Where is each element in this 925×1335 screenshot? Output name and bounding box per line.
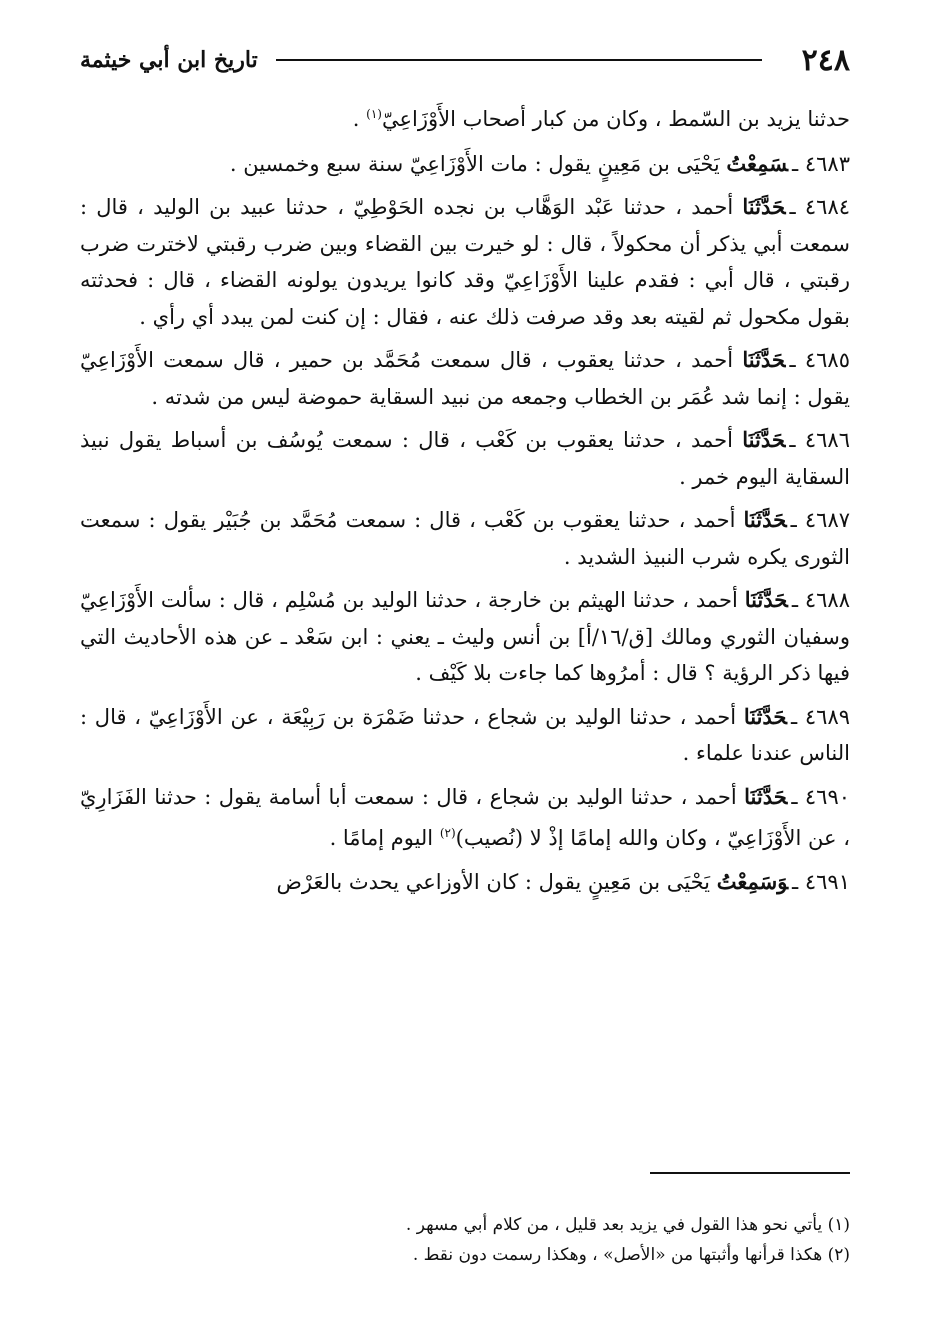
hadith-number: ٤٦٨٩ ـ — [791, 704, 851, 729]
transmission-verb: وَسَمِعْتُ — [716, 868, 789, 894]
transmission-verb: حَدَّثَنَا — [742, 427, 786, 452]
hadith-paragraph — [80, 422, 850, 495]
transmission-verb: حَدَّثَنَا — [744, 587, 788, 612]
footnote: (١) يأتي نحو هذا القول في يزيد بعد قليل ، من كلام أبي مسهر . — [405, 1215, 850, 1235]
paragraph-tail: اليوم إمامًا . — [329, 826, 440, 850]
book-title: تاريخ ابن أبي خيثمة — [80, 47, 258, 73]
hadith-paragraph — [80, 189, 850, 335]
hadith-paragraph — [80, 146, 850, 183]
transmission-verb: حَدَّثَنَا — [742, 194, 786, 219]
transmission-verb: حَدَّثَنَا — [744, 783, 788, 809]
paragraph-text: أحمد ، حدثنا الوليد بن شجاع ، قال : سمعت أبا أسامة يقول : حدثنا الفَزَارِيّ ، عن الأَوْزَاعِيّ ، وكان والله إمامًا إذْ لا (نُصيب) — [80, 784, 850, 850]
transmission-verb: حَدَّثَنَا — [743, 703, 787, 729]
footnote-rule — [650, 1172, 850, 1174]
paragraph-tail: . — [352, 107, 367, 131]
paragraph-text: أحمد ، حدثنا الهيثم بن خارجة ، حدثنا الوليد بن مُسْلِم ، قال : سألت الأَوْزَاعِيّ وسفيان الثوري ومالك [ق/١٦/أ] بن أنس وليث ـ يعني : ابن سَعْد ـ عن هذه الأحاديث التي فيها ذكر الرؤية ؟ قال : أمرُوها كما جاءت بلا كَيْف . — [80, 588, 850, 685]
footnote-reference: (١) — [366, 107, 382, 121]
transmission-verb: سَمِعْتُ — [726, 150, 789, 176]
page-number: ٢٤٨ — [801, 42, 850, 78]
footnote-reference: (٢) — [439, 826, 456, 840]
hadith-paragraph — [80, 779, 850, 857]
hadith-paragraph — [80, 582, 850, 692]
hadith-paragraph — [80, 864, 850, 901]
paragraph-text: أحمد ، حدثنا عَبْد الوَهَّاب بن نجده الحَوْطِيّ ، حدثنا عبيد بن الوليد ، قال : سمعت أبي يذكر أن محكولاً ، قال : لو خيرت بين القضاء وبين ضرب رقبتي لاخترت ضرب رقبتي ، قال أبي : فقدم علينا الأَوْزَاعِيّ وقد كانوا يريدون يولونه القضاء ، قال : فحدثته بقول مكحول ثم لقيته بعد وقد صرفت ذلك عنه ، فقال : إن كنت لمن يبدد أي رأي . — [80, 195, 850, 329]
paragraph-text: أحمد ، حدثنا الوليد بن شجاع ، حدثنا ضَمْرَة بن رَبِيْعَة ، عن الأَوْزَاعِيّ ، قال : الناس عندنا علماء . — [80, 704, 850, 765]
hadith-number: ٤٦٨٦ ـ — [789, 428, 850, 452]
transmission-verb: حَدَّثَنَا — [742, 347, 786, 372]
hadith-number: ٤٦٨٧ ـ — [790, 508, 851, 532]
paragraph — [80, 96, 850, 138]
paragraph-text: يَحْيَى بن مَعِينٍ يقول : كان الأوزاعي يحدث بالعَرْض — [276, 869, 717, 894]
hadith-number: ٤٦٨٥ ـ — [789, 348, 850, 372]
body-text — [80, 96, 850, 900]
running-header — [80, 30, 850, 90]
hadith-number: ٤٦٩١ ـ — [792, 869, 850, 894]
header-rule — [276, 59, 762, 61]
hadith-number: ٤٦٨٣ ـ — [792, 151, 850, 176]
paragraph-text: أحمد ، حدثنا يعقوب بن كَعْب ، قال : سمعت يُوسُف بن أسباط يقول نبيذ السقاية اليوم خمر . — [80, 428, 850, 489]
paragraph-text: يَحْيَى بن مَعِينٍ يقول : مات الأَوْزَاعِيّ سنة سبع وخمسين . — [229, 151, 727, 176]
paragraph-text: أحمد ، حدثنا يعقوب ، قال سمعت مُحَمَّد بن حمير ، قال سمعت الأَوْزَاعِيّ يقول : إنما شد عُمَر بن الخطاب وجمعه من نبيد السقاية حموضة ليس من شدته . — [80, 348, 850, 409]
hadith-number: ٤٦٨٨ ـ — [791, 588, 850, 612]
paragraph-text: حدثنا يزيد بن السّمط ، وكان من كبار أصحاب الأَوْزَاعِيّ — [381, 107, 850, 131]
footnotes — [80, 1210, 850, 1270]
book-page — [80, 30, 850, 1315]
hadith-paragraph — [80, 502, 850, 575]
paragraph-text: أحمد ، حدثنا يعقوب بن كَعْب ، قال : سمعت مُحَمَّد بن جُبَيْر يقول : سمعت الثورى يكره شرب النبيذ الشديد . — [80, 508, 850, 569]
hadith-number: ٤٦٩٠ ـ — [791, 784, 851, 809]
hadith-paragraph — [80, 342, 850, 415]
footnote: (٢) هكذا قرأنها وأثبتها من «الأصل» ، وهكذا رسمت دون نقط . — [412, 1245, 850, 1265]
hadith-number: ٤٦٨٤ ـ — [789, 195, 851, 219]
hadith-paragraph — [80, 699, 850, 772]
transmission-verb: حَدَّثَنَا — [743, 507, 787, 532]
